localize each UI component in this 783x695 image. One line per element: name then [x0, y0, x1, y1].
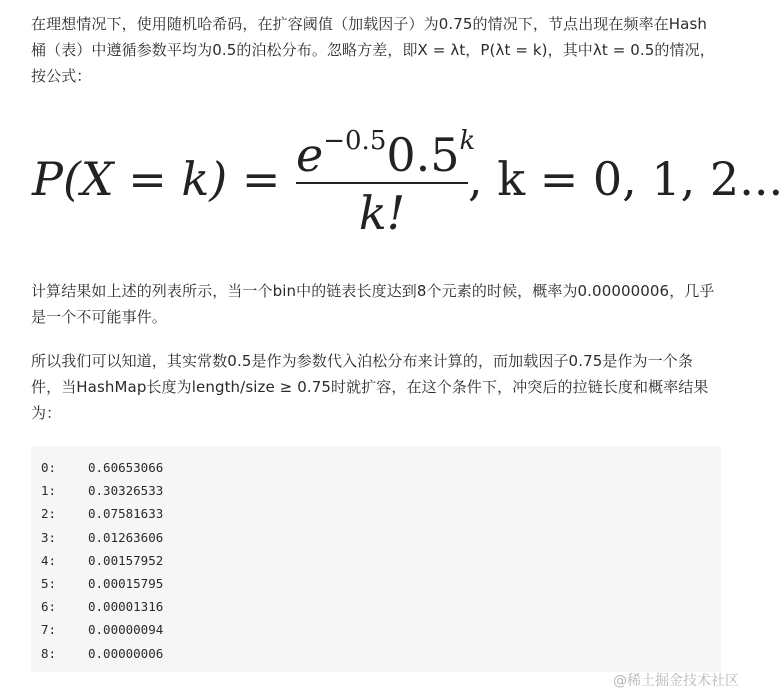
juejin-watermark: @稀土掘金技术社区 — [613, 673, 739, 689]
row-index: 2: — [41, 506, 57, 522]
row-index: 7: — [41, 622, 57, 638]
row-index: 6: — [41, 599, 57, 615]
formula-fraction — [296, 118, 476, 248]
row-index: 0: — [41, 460, 57, 475]
condition-paragraph: 所以我们可以知道，其实常数0.5是作为参数代入泊松分布来计算的，而加载因子0.75是作为一个条件，当HashMap长度为length/size ≥ 0.75时就扩容，在这个条件下，冲突后的拉链长度和概率结果为： — [31, 352, 709, 422]
row-probability: 0.60653066 — [88, 460, 164, 475]
code-row — [41, 526, 163, 549]
fraction-bar — [296, 182, 468, 184]
code-row — [41, 572, 163, 595]
formula-rhs: , k = 0, 1, 2... — [468, 152, 783, 206]
code-row — [41, 618, 163, 641]
formula-lhs: P(X = k) = — [32, 152, 281, 206]
code-row — [41, 456, 163, 479]
row-probability: 0.30326533 — [88, 483, 164, 499]
intro-paragraph: 在理想情况下，使用随机哈希码，在扩容阈值（加载因子）为0.75的情况下，节点出现在频率在Hash桶（表）中遵循参数平均为0.5的泊松分布。忽略方差，即X = λt，P(λt = k)，其中λt = 0.5的情况，按公式： — [31, 15, 715, 85]
row-probability: 0.00015795 — [88, 576, 164, 591]
row-probability: 0.00000094 — [88, 622, 164, 638]
row-index: 5: — [41, 576, 57, 591]
row-probability: 0.00000006 — [88, 645, 164, 661]
formula-denominator: k! — [358, 186, 406, 240]
row-probability: 0.00157952 — [88, 552, 164, 568]
poisson-formula — [26, 118, 783, 248]
formula-numerator: $e^{-0.5}0.5^k$ — [296, 126, 476, 182]
result-paragraph: 计算结果如上述的列表所示，当一个bin中的链表长度达到8个元素的时候，概率为0.00000006，几乎是一个不可能事件。 — [31, 282, 715, 326]
row-probability: 0.07581633 — [88, 506, 164, 522]
code-row — [41, 502, 163, 525]
row-index: 4: — [41, 552, 57, 568]
code-row — [41, 595, 163, 618]
code-row — [41, 642, 163, 665]
row-index: 8: — [41, 645, 57, 661]
row-index: 3: — [41, 529, 57, 545]
code-row — [41, 479, 163, 502]
row-probability: 0.01263606 — [88, 529, 164, 545]
row-index: 1: — [41, 483, 57, 499]
code-row — [41, 549, 163, 572]
probability-code-block — [31, 446, 721, 672]
row-probability: 0.00001316 — [88, 599, 164, 615]
